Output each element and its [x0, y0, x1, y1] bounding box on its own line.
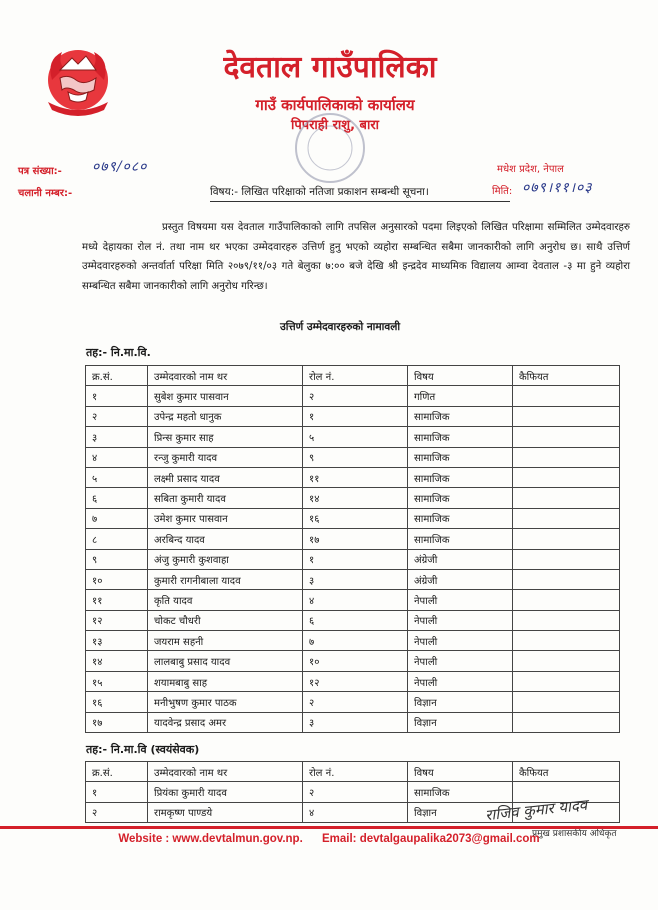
footer	[0, 833, 658, 845]
cell-remarks	[513, 406, 620, 426]
cell-roll: ६	[303, 610, 408, 630]
cell-name: यादवेन्द्र प्रसाद अमर	[148, 712, 303, 732]
cell-serial: ५	[86, 467, 148, 487]
cell-roll: ५	[303, 427, 408, 447]
cell-name: सबिता कुमारी यादव	[148, 488, 303, 508]
cell-serial: ७	[86, 508, 148, 528]
letter-number-label: पत्र संख्या:-	[18, 166, 62, 177]
cell-remarks	[513, 427, 620, 447]
table-row	[86, 386, 620, 406]
cell-name: उमेश कुमार पासवान	[148, 508, 303, 528]
cell-subject: विज्ञान	[408, 802, 513, 822]
table-row	[86, 692, 620, 712]
province-text: मधेश प्रदेश, नेपाल	[497, 164, 564, 175]
cell-serial: ६	[86, 488, 148, 508]
cell-subject: सामाजिक	[408, 508, 513, 528]
footer-divider	[0, 826, 658, 829]
cell-roll: ७	[303, 631, 408, 651]
table-row	[86, 590, 620, 610]
subject-line: विषय:- लिखित परिक्षाको नतिजा प्रकाशन सम्बन्धी सूचना।	[210, 185, 510, 202]
col-header-remarks: कैफियत	[513, 366, 620, 386]
cell-serial: १७	[86, 712, 148, 732]
table-row	[86, 712, 620, 732]
signature-name: राजिव कुमार यादव	[484, 795, 588, 825]
section2-label: तह:- नि.मा.वि (स्वयंसेवक)	[86, 743, 200, 756]
col-header-subject: विषय	[408, 366, 513, 386]
cell-roll: ९	[303, 447, 408, 467]
cell-name: अरबिन्द यादव	[148, 529, 303, 549]
col-header-name: उम्मेदवारको नाम थर	[148, 366, 303, 386]
cell-name: रन्जु कुमारी यादव	[148, 447, 303, 467]
cell-subject: सामाजिक	[408, 529, 513, 549]
cell-name: शयामबाबु साह	[148, 671, 303, 691]
nepal-emblem-icon	[38, 40, 118, 118]
dispatch-number-label: चलानी नम्बर:-	[18, 188, 73, 199]
cell-serial: २	[86, 802, 148, 822]
table-row	[86, 529, 620, 549]
cell-name: लालबाबु प्रसाद यादव	[148, 651, 303, 671]
cell-serial: ९	[86, 549, 148, 569]
cell-roll: १०	[303, 651, 408, 671]
table-row	[86, 549, 620, 569]
cell-subject: नेपाली	[408, 610, 513, 630]
cell-roll: २	[303, 782, 408, 802]
col-header-roll: रोल नं.	[303, 366, 408, 386]
table-row	[86, 671, 620, 691]
col-header-name: उम्मेदवारको नाम थर	[148, 762, 303, 782]
cell-roll: १७	[303, 529, 408, 549]
cell-serial: ११	[86, 590, 148, 610]
cell-remarks	[513, 631, 620, 651]
table-header-row	[86, 762, 620, 782]
notice-body: प्रस्तुत विषयमा यस देवताल गाउँपालिकाको लागि तपसिल अनुसारको पदमा लिइएको लिखित परिक्षामा सम्मिलित उम्मेदवारहरु मध्ये देहायका रोल नं. तथा नाम थर भएका उम्मेदवारहरु उत्तिर्ण हुनु भएको व्यहोरा सम्बन्धित सबैमा जानकारीको लागि अनुरोध छ। साथै उत्तिर्ण उम्मेदवारहरुको अन्तर्वार्ता परिक्षा मिति २०७९/११/०३ गते बेलुका ७:०० बजे देखि श्री इन्द्रदेव माध्यमिक विद्यालय आम्वा देवताल -३ मा हुने व्यहोरा सम्बन्धित सबैमा जानकारीको लागि अनुरोध गरिन्छ।	[82, 222, 630, 292]
office-name: गाउँ कार्यपालिकाको कार्यालय	[255, 96, 415, 114]
col-header-remarks: कैफियत	[513, 762, 620, 782]
cell-name: रामकृष्ण पाण्डये	[148, 802, 303, 822]
date-label: मिति:	[492, 186, 513, 197]
cell-serial: २	[86, 406, 148, 426]
cell-serial: १	[86, 782, 148, 802]
table-row	[86, 427, 620, 447]
cell-subject: सामाजिक	[408, 467, 513, 487]
cell-roll: ४	[303, 802, 408, 822]
cell-serial: १३	[86, 631, 148, 651]
cell-serial: ४	[86, 447, 148, 467]
cell-remarks	[513, 651, 620, 671]
cell-roll: १६	[303, 508, 408, 528]
municipality-title: देवताल गाउँपालिका	[223, 50, 437, 85]
cell-remarks	[513, 447, 620, 467]
date-value: ०७९।११।०३	[522, 180, 593, 196]
cell-serial: १०	[86, 569, 148, 589]
results-table-1	[85, 365, 620, 733]
cell-remarks	[513, 488, 620, 508]
cell-name: कुमारी रागनीबाला यादव	[148, 569, 303, 589]
cell-remarks	[513, 386, 620, 406]
cell-subject: सामाजिक	[408, 406, 513, 426]
cell-name: प्रिन्स कुमार साह	[148, 427, 303, 447]
cell-roll: १४	[303, 488, 408, 508]
cell-roll: १	[303, 406, 408, 426]
list-title: उत्तिर्ण उम्मेदवारहरुको नामावली	[279, 321, 401, 333]
cell-serial: ८	[86, 529, 148, 549]
cell-subject: नेपाली	[408, 631, 513, 651]
cell-roll: २	[303, 692, 408, 712]
table-row	[86, 406, 620, 426]
cell-subject: सामाजिक	[408, 447, 513, 467]
cell-remarks	[513, 508, 620, 528]
cell-name: लक्ष्मी प्रसाद यादव	[148, 467, 303, 487]
cell-subject: नेपाली	[408, 590, 513, 610]
cell-subject: अंग्रेजी	[408, 549, 513, 569]
cell-subject: सामाजिक	[408, 782, 513, 802]
cell-roll: ४	[303, 590, 408, 610]
letter-number-value: ०७९/०८०	[92, 159, 148, 175]
table-header-row	[86, 366, 620, 386]
footer-website: Website : www.devtalmun.gov.np.	[118, 833, 303, 845]
cell-name: अंजु कुमारी कुशवाहा	[148, 549, 303, 569]
cell-remarks	[513, 529, 620, 549]
table-row	[86, 631, 620, 651]
cell-roll: ३	[303, 712, 408, 732]
cell-name: मनीभुषण कुमार पाठक	[148, 692, 303, 712]
cell-subject: विज्ञान	[408, 712, 513, 732]
cell-remarks	[513, 549, 620, 569]
cell-name: उपेन्द्र महतो धानुक	[148, 406, 303, 426]
cell-name: चोकट चौधरी	[148, 610, 303, 630]
table-row	[86, 447, 620, 467]
table-row	[86, 467, 620, 487]
cell-subject: नेपाली	[408, 651, 513, 671]
cell-remarks	[513, 671, 620, 691]
cell-serial: १	[86, 386, 148, 406]
col-header-roll: रोल नं.	[303, 762, 408, 782]
cell-subject: गणित	[408, 386, 513, 406]
cell-serial: १२	[86, 610, 148, 630]
cell-serial: १४	[86, 651, 148, 671]
cell-name: सुबेश कुमार पासवान	[148, 386, 303, 406]
cell-serial: १५	[86, 671, 148, 691]
section1-label: तह:- नि.मा.वि.	[86, 346, 151, 359]
cell-remarks	[513, 590, 620, 610]
cell-name: जयराम सहनी	[148, 631, 303, 651]
signature-title: प्रमुख प्रशासकीय अधिकृत	[532, 829, 617, 839]
cell-roll: १२	[303, 671, 408, 691]
cell-roll: १	[303, 549, 408, 569]
office-address: पिपराही राशु, बारा	[290, 118, 380, 133]
cell-subject: सामाजिक	[408, 427, 513, 447]
cell-roll: ११	[303, 467, 408, 487]
cell-roll: ३	[303, 569, 408, 589]
cell-subject: विज्ञान	[408, 692, 513, 712]
cell-serial: ३	[86, 427, 148, 447]
cell-subject: सामाजिक	[408, 488, 513, 508]
col-header-subject: विषय	[408, 762, 513, 782]
table-row	[86, 488, 620, 508]
cell-remarks	[513, 610, 620, 630]
cell-serial: १६	[86, 692, 148, 712]
cell-roll: २	[303, 386, 408, 406]
cell-remarks	[513, 712, 620, 732]
cell-name: कृति यादव	[148, 590, 303, 610]
footer-email: Email: devtalgaupalika2073@gmail.com	[321, 833, 540, 845]
cell-name: प्रियंका कुमारी यादव	[148, 782, 303, 802]
table-row	[86, 610, 620, 630]
cell-remarks	[513, 569, 620, 589]
col-header-serial: क्र.सं.	[86, 762, 148, 782]
cell-subject: नेपाली	[408, 671, 513, 691]
cell-subject: अंग्रेजी	[408, 569, 513, 589]
col-header-serial: क्र.सं.	[86, 366, 148, 386]
table-row	[86, 569, 620, 589]
office-stamp-icon	[290, 108, 370, 188]
cell-remarks	[513, 692, 620, 712]
cell-remarks	[513, 467, 620, 487]
table-row	[86, 508, 620, 528]
table-row	[86, 651, 620, 671]
